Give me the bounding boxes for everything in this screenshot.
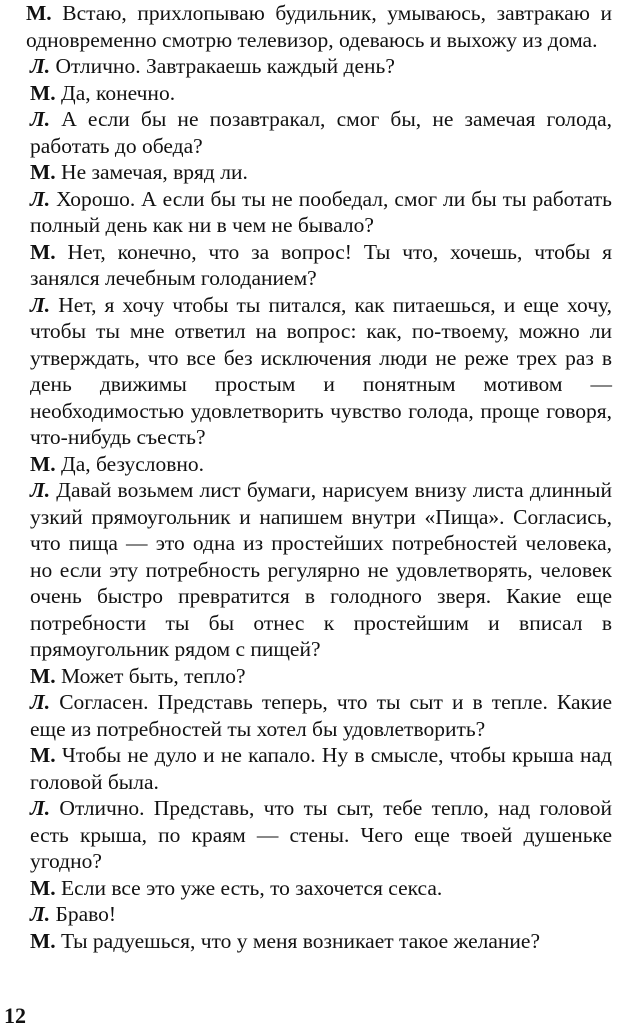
dialogue-text: Нет, я хочу чтобы ты питался, как питаешься, и еще хочу, чтобы ты мне ответил на вопрос: как, по-твоему, можно ли утверждать, что все без исключения люди не реже трех раз в день движимы простым и понятным мотивом — необходимостью удовлетворить чувство голода, проще говоря, что-нибудь съесть?	[30, 292, 612, 449]
dialogue-text: Чтобы не дуло и не капало. Ну в смысле, чтобы крыша над головой была.	[30, 743, 612, 794]
speaker-label: Л.	[30, 186, 51, 211]
page-number: 12	[4, 1003, 26, 1028]
dialogue-text: Если все это уже есть, то захочется секса.	[55, 875, 443, 900]
speaker-label: Л.	[30, 902, 51, 926]
dialogue-paragraph	[30, 292, 612, 451]
speaker-label: М.	[30, 875, 56, 900]
dialogue-paragraph	[30, 795, 612, 875]
dialogue-paragraph	[30, 477, 612, 663]
dialogue-text: Не замечая, вряд ли.	[55, 160, 248, 184]
speaker-label: М.	[30, 451, 56, 476]
dialogue-paragraph	[30, 451, 612, 478]
dialogue-text: А если бы не позавтракал, смог бы, не замечая голода, работать до обеда?	[30, 107, 612, 158]
dialogue-text: Нет, конечно, что за вопрос! Ты что, хочешь, чтобы я занялся лечебным голоданием?	[30, 239, 612, 290]
speaker-label: М.	[30, 743, 56, 767]
dialogue-paragraph	[30, 53, 612, 80]
speaker-label: М.	[30, 928, 56, 953]
dialogue-text: Давай возьмем лист бумаги, нарисуем внизу листа длинный узкий прямоугольник и напишем внутри «Пища». Согласись, что пища — это одна из простейших потребностей человека, но если эту потребность регулярно не удовлетворять, человек очень быстро превратится в голодного зверя. Какие еще потребности ты бы отнес к простейшим и вписал в прямоугольник рядом с пищей?	[30, 478, 612, 661]
speaker-label: М.	[26, 1, 52, 25]
dialogue-text: Ты радуешься, что у меня возникает такое желание?	[55, 928, 541, 953]
dialogue-paragraph	[30, 159, 612, 186]
dialogue-paragraph	[30, 239, 612, 292]
dialogue-text: Браво!	[50, 902, 117, 926]
dialogue-paragraph	[30, 742, 612, 795]
speaker-label: Л.	[30, 690, 51, 714]
dialogue-paragraph	[30, 80, 612, 107]
speaker-label: М.	[30, 80, 56, 105]
speaker-label: Л.	[30, 796, 51, 820]
dialogue-paragraph	[30, 106, 612, 159]
dialogue-paragraph	[30, 186, 612, 239]
dialogue-text: Да, безусловно.	[55, 451, 205, 476]
dialogue-paragraph	[30, 901, 612, 928]
dialogue-text: Отлично. Завтракаешь каждый день?	[50, 54, 395, 78]
dialogue-text: Отлично. Представь, что ты сыт, тебе тепло, над головой есть крыша, по краям — стены. Чего еще твоей душеньке угодно?	[30, 796, 612, 873]
dialogue-text: Да, конечно.	[55, 80, 176, 105]
dialogue-text: Хорошо. А если бы ты не пообедал, смог ли бы ты работать полный день как ни в чем не бывало?	[30, 186, 612, 237]
speaker-label: М.	[30, 663, 56, 688]
speaker-label: Л.	[30, 478, 51, 502]
dialogue-paragraph	[30, 663, 612, 690]
speaker-label: Л.	[30, 54, 51, 78]
dialogue-paragraph	[30, 689, 612, 742]
dialogue-text: Согласен. Представь теперь, что ты сыт и в тепле. Какие еще из потребностей ты хотел бы удовлетворить?	[30, 690, 612, 741]
speaker-label: М.	[30, 160, 56, 184]
dialogue-paragraph	[30, 928, 612, 955]
dialogue-paragraph	[26, 0, 612, 53]
dialogue-text: Встаю, прихлопываю будильник, умываюсь, завтракаю и одновременно смотрю телевизор, одеваюсь и выхожу из дома.	[26, 1, 612, 52]
speaker-label: М.	[30, 239, 56, 264]
dialogue-text: Может быть, тепло?	[55, 663, 246, 688]
dialogue-paragraph	[30, 875, 612, 902]
page-text-column	[26, 0, 612, 954]
speaker-label: Л.	[30, 292, 51, 317]
speaker-label: Л.	[30, 107, 51, 131]
